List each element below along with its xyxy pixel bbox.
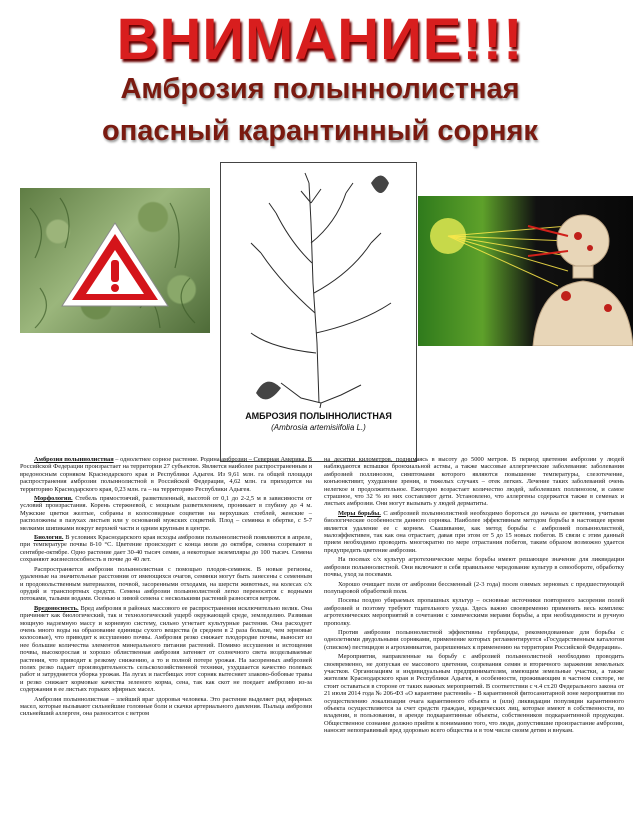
paragraph: на десятки километров, поднимаясь в высоту до 5000 метров. В период цветения амброзии у людей наблюдаются вспышки бронхиальной астмы, а также массовые аллергические заболевания: заболевания амброзией поллинозом, симптомами которого являются повышение температуры, слезотечение, конъюнктивит, ухудшение зрения, в тяжелых случаях – отек легких. Лечение таких заболеваний очень нелегкое и продолжительное. Ежегодно возрастает количество людей, заболевших поллинозом, и самое страшное, что 32 % из них составляют дети. Установлено, что аллергены содержатся также в семенах и листьях амброзии. Они могут вызывать у людей дерматиты.: [324, 456, 624, 508]
figure-caption: АМБРОЗИЯ ПОЛЫННОЛИСТНАЯ: [245, 411, 392, 421]
paragraph: Амброзия полыннолистная – злейший враг здоровья человека. Это растение выделяет ряд эфирных масел, которые вызывают сильнейшие головные боли и скачки артериального давления. Пыльца амброзии сильнейший аллерген, она разносится с ветром: [20, 695, 312, 718]
allergy-figure: [418, 196, 633, 346]
paragraph: Стебель прямостоячий, разветвленный, высотой от 0,1 до 2-2,5 м в зависимости от условий произрастания. Корень стержневой, с мощным разветвлением, проникает в глубину до 4 м. Мужские цветки желтые, собраны в колосовидные соцветия на верхушках стеблей, женские – расположены в пазухах листьев или у оснований мужских соцветий. Плод – семянка в обертке, с 5-7 мелкими шипиками вокруг верхней части и одним крупным в центре.: [20, 495, 312, 532]
paragraph: Мероприятия, направленные на борьбу с амброзией полыннолистной необходимо проводить своевременно, не допуская ее массового цветения, созревания семян и вторичного заражения земельных участков. Организациям и индивидуальным предпринимателям, имеющим земельные участки, а также жителям Краснодарского края и Республики Адыгея, в особенности, проживающим в частном секторе, не стоит оставаться в стороне от таких важных мероприятий. В соответствии с ч.4 ст.20 Федерального закона от 21 июля 2014 года № 206-ФЗ «О карантине растений» - В карантинной фитосанитарной зоне мероприятия по осуществлению локализации очага карантинного объекта и (или) ликвидации популяции карантинного объекта осуществляются за счет средств граждан, юридических лиц, которые имеют в собственности, во владении, в пользовании, в аренде подкарантинные объекты, собственников подкарантинной продукции. Общественное сознание должно прийти к пониманию того, что люди, допустившие произрастание амброзии, наносят непоправимый вред здоровью всего общества и в том числе своим детям и внукам.: [324, 653, 624, 735]
section-heading-ambrosia: Амброзия полыннолистная: [34, 456, 114, 463]
paragraph: Распространяется амброзия полыннолистная с помощью плодов-семянок. В новые регионы, удаленные на значительные расстояния от имеющихся очагов, семянки могут быть занесены с семенным и продовольственным материалом, почвой, засоренными отходами, на шерсти животных, на колесах с/х орудий и транспортных средств. Семена амброзии полыннолистной легко переносятся с водными потоками, талыми водами. Осенью и зимой семена с несколькими растений разносятся ветром.: [20, 565, 312, 603]
paragraph: В условиях Краснодарского края всходы амброзии полыннолистной появляются в апреле, при температуре почвы 8-10 °С. Цветение происходит с конца июля до октября, семена созревают в сентябре-октябре. Одно растение дает 30-40 тысяч семян, а некоторые экземпляры до 100 тысяч. Семена сохраняют жизнеспособность в почве до 40 лет.: [20, 534, 312, 564]
page-title: ВНИМАНИЕ!!!: [116, 7, 524, 72]
section-heading-morphology: Морфология.: [34, 495, 73, 503]
paragraph: С амброзией полыннолистной необходимо бороться до начала ее цветения, учитывая биологические особенности данного сорняка. Наиболее эффективным методом борьбы в настоящее время является удаление ее с корнем. Скашивание, как метод борьбы с амброзией полыннолистной, малоэффективен, так как она отрастает, давая при этом от 5 до 15 новых побегов. В связи с этим данный прием необходимо проводить многократно по мере отрастания побегов, таким образом возможно удается предупредить цветение амброзии.: [324, 509, 624, 554]
paragraph: Посевы позднo убираемых пропашных культур – основные источники повторного засорения полей амброзией и поэтому требуют тщательного ухода. Здесь важно своевременно применять весь комплекс агротехнических мероприятий в сочетании с химическими мерами борьбы, а при необходимости и ручную прополку.: [324, 597, 624, 627]
section-heading-biology: Биология.: [34, 534, 64, 542]
paragraph: Вред амброзия в районах массового ее распространения исключительно велик. Она причиняет как биологический, так и технологический ущерб окружающей среде, земледелию. Развивая мощную надземную массу и корневую систему, сильно угнетает культурные растения. Она расходует очень много воды на образование единицы сухого вещества (в среднем в 2 раза больше, чем зерновые колосовые), что приводит к иссушению почвы. Амброзия резко снижает плодородие почвы, выносит из нее большие количества элементов минерального питания растений. Помимо иссушения и истощения почвы, высокорослая и хорошо облиственная амброзия затеняет от солнечного света возделываемые растения, что приводит к резкому снижению, а то и полной потере урожая. На засоренных амброзией полях резко падает производительность сельскохозяйственной техники, ухудшается качество полевых работ и затрудняется уборка урожая. На лугах и пастбищах этот сорняк вытесняет злаково-бобовые травы и резко снижает кормовые качества зеленого корма, сена, так как скот не поедает амброзию из-за содержания в ее листьях горьких эфирных масел.: [20, 604, 312, 694]
right-text-column: [324, 456, 624, 737]
figure-caption-latin: (Ambrosia artemisiifolia L.): [271, 423, 366, 432]
warning-triangle-icon: [20, 188, 210, 333]
left-text-column: [20, 456, 312, 720]
section-heading-control: Меры борьбы.: [338, 509, 381, 517]
botanical-drawing: [220, 162, 417, 462]
paragraph: – однолетнее сорное растение. Родина амброзии – Северная Америка. В Российской Федерации произрастает на территории 27 субъектов. Является наиболее распространенным и вредоносным сорняком Краснодарского края и Республики Адыгея. Из 9,61 млн. га общей площади распространения амброзии полыннолистной в Российской Федерации, 4,62 млн. га приходится на территорию Краснодарского края, 0,23 млн. га – на территорию Республики Адыгея.: [20, 456, 312, 493]
subtitle-line-1: Амброзия полыннолистная: [120, 73, 520, 105]
paragraph: Против амброзии полыннолистной эффективны гербициды, рекомендованные для борьбы с однолетними двудольными сорняками, применение которых регламентируется «Государственным каталогом (списком) пестицидов и агрохимикатов, разрешенных к применению на территории Российской Федерации».: [324, 628, 624, 651]
ambrosia-photo: [20, 188, 210, 333]
subtitle-line-2: опасный карантинный сорняк: [102, 115, 538, 147]
section-heading-harm: Вредоносность.: [34, 604, 79, 612]
paragraph: На посевах с/х культур агротехнические меры борьбы имеют решающее значение для ликвидации амброзии полыннолистной. Они включают в себя правильное чередование культур в севообороте, обработку почвы, уход за посевами.: [324, 556, 624, 579]
paragraph: Хорошо очищает поля от амброзии бессменный (2-3 года) посев озимых зерновых с предшествующей полупаровой обработкой поля.: [324, 580, 624, 595]
